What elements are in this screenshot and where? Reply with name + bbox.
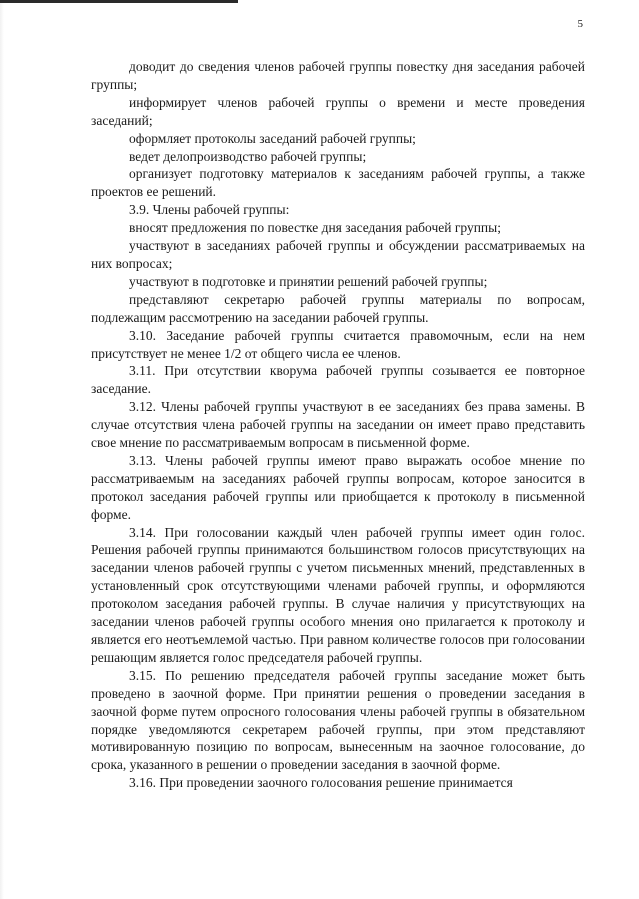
paragraph: представляют секретарю рабочей группы материалы по вопросам, подлежащим рассмотрению на заседании рабочей группы. <box>91 291 585 325</box>
paragraph: доводит до сведения членов рабочей группы повестку дня заседания рабочей группы; <box>91 59 585 92</box>
clause-paragraph: 3.13. Члены рабочей группы имеют право выражать особое мнение по рассматриваемым на заседаниях рабочей группы вопросам, которое заносится в протокол заседания рабочей группы или приобщается к протоколу в письменной форме. <box>91 452 585 522</box>
clause-paragraph: 3.15. По решению председателя рабочей группы заседание может быть проведено в заочной форме. При принятии решения о проведении заседания в заочной форме путем опросного голосования члены рабочей группы в обязательном порядке уведомляются секретарем рабочей группы, при этом представляют мотивированную позицию по вопросам, вынесенным на заочное голосование, до срока, указанного в решении о проведении заседания в заочной форме. <box>91 667 585 773</box>
paragraph: информирует членов рабочей группы о времени и месте проведения заседаний; <box>91 94 585 128</box>
clause-paragraph: 3.12. Члены рабочей группы участвуют в ее заседаниях без права замены. В случае отсутствия члена рабочей группы на заседании он имеет право представить свое мнение по рассматриваемым вопросам в письменной форме. <box>91 399 585 451</box>
clause-paragraph: 3.10. Заседание рабочей группы считается правомочным, если на нем присутствует не менее 1/2 от общего числа ее членов. <box>91 327 585 361</box>
clause-paragraph: 3.16. При проведении заочного голосования решение принимается <box>129 775 513 791</box>
page-number: 5 <box>577 18 583 30</box>
document-body <box>91 58 585 792</box>
paragraph: ведет делопроизводство рабочей группы; <box>129 148 367 164</box>
paragraph: оформляет протоколы заседаний рабочей группы; <box>129 130 416 146</box>
paragraph: организует подготовку материалов к заседаниям рабочей группы, а также проектов ее решений. <box>91 166 585 200</box>
clause-paragraph: 3.14. При голосовании каждый член рабочей группы имеет один голос. Решения рабочей группы принимаются большинством голосов присутствующих на заседании членов рабочей группы с учетом письменных мнений, представленных в установленный срок отсутствующими членами рабочей группы, и оформляются протоколом заседания рабочей группы. В случае наличия у присутствующих на заседании членов рабочей группы особого мнения оно прилагается к протоколу и является его неотъемлемой частью. При равном количестве голосов при голосовании решающим является голос председателя рабочей группы. <box>91 524 585 665</box>
scan-left-edge <box>0 0 4 899</box>
section-heading: 3.9. Члены рабочей группы: <box>129 202 290 218</box>
paragraph: участвуют в заседаниях рабочей группы и обсуждении рассматриваемых на них вопросах; <box>91 238 585 271</box>
paragraph: вносят предложения по повестке дня заседания рабочей группы; <box>129 220 501 236</box>
top-rule <box>0 0 238 3</box>
clause-paragraph: 3.11. При отсутствии кворума рабочей группы созывается ее повторное заседание. <box>91 363 585 397</box>
paragraph: участвуют в подготовке и принятии решений рабочей группы; <box>129 273 488 289</box>
